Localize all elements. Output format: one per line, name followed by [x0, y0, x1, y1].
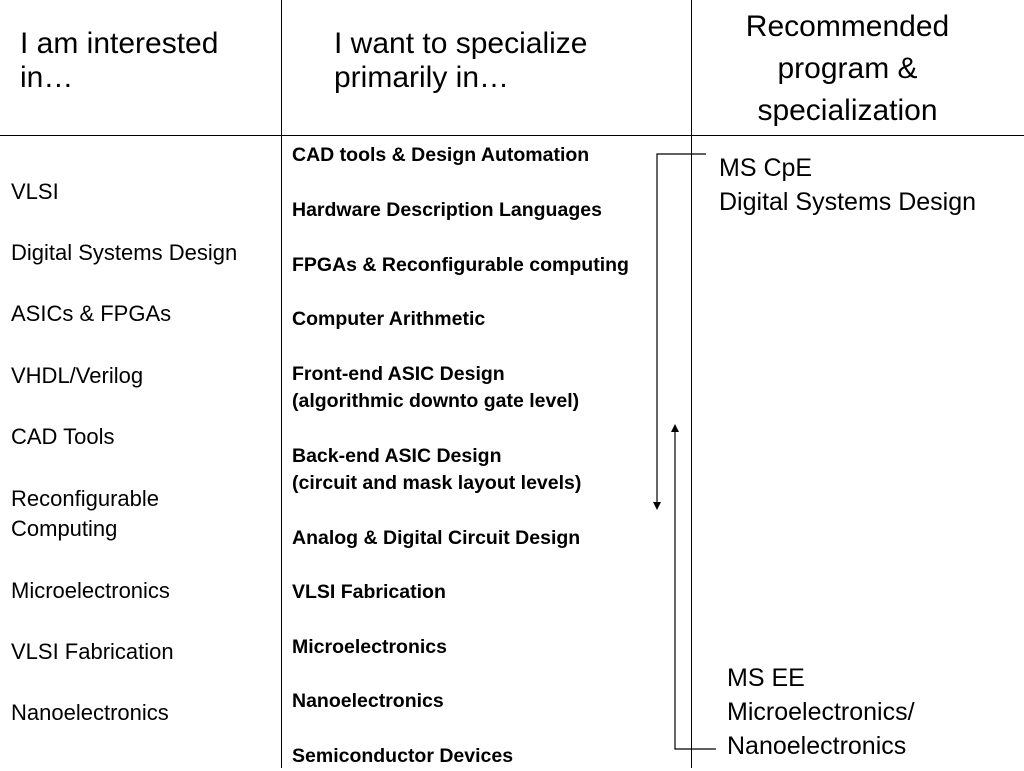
header-specialize: I want to specialize primarily in… [334, 27, 588, 94]
interest-item: Microelectronics [11, 578, 170, 603]
recommendation-specialization: Microelectronics/ [727, 698, 915, 726]
recommendation-specialization-cont: Nanoelectronics [727, 732, 907, 760]
specialization-item: Front-end ASIC Design [292, 363, 505, 385]
specialization-item: Semiconductor Devices [292, 745, 514, 767]
specialization-item: Hardware Description Languages [292, 199, 602, 221]
ee-bracket-arrow [675, 428, 716, 749]
interest-item: CAD Tools [11, 424, 115, 449]
specialization-item: Microelectronics [292, 636, 447, 658]
header-recommended: Recommended program & specialization [745, 10, 950, 127]
specialization-item: Analog & Digital Circuit Design [292, 527, 581, 549]
cpe-bracket-arrow [657, 154, 706, 506]
interest-item: Computing [11, 516, 118, 541]
interest-item: ASICs & FPGAs [11, 301, 172, 326]
specialization-item: VLSI Fabrication [292, 581, 446, 603]
specialization-item: (circuit and mask layout levels) [292, 472, 582, 494]
interest-item: VLSI [11, 179, 59, 204]
specialization-item: Nanoelectronics [292, 690, 444, 712]
recommendation-program: MS EE [727, 664, 805, 692]
header-interested: I am interested in… [20, 27, 219, 94]
specialization-item: Back-end ASIC Design [292, 445, 502, 467]
specialization-item: CAD tools & Design Automation [292, 144, 590, 166]
recommendation-specialization: Digital Systems Design [719, 188, 977, 216]
specialization-item: Computer Arithmetic [292, 308, 486, 330]
specialization-item: FPGAs & Reconfigurable computing [292, 254, 629, 276]
interest-item: Nanoelectronics [11, 700, 169, 725]
recommendation-program: MS CpE [719, 154, 813, 182]
interest-item: VHDL/Verilog [11, 363, 144, 388]
interest-item: Digital Systems Design [11, 240, 238, 265]
specialization-item: (algorithmic downto gate level) [292, 390, 580, 412]
interest-item: VLSI Fabrication [11, 639, 174, 664]
interest-item: Reconfigurable [11, 486, 159, 511]
